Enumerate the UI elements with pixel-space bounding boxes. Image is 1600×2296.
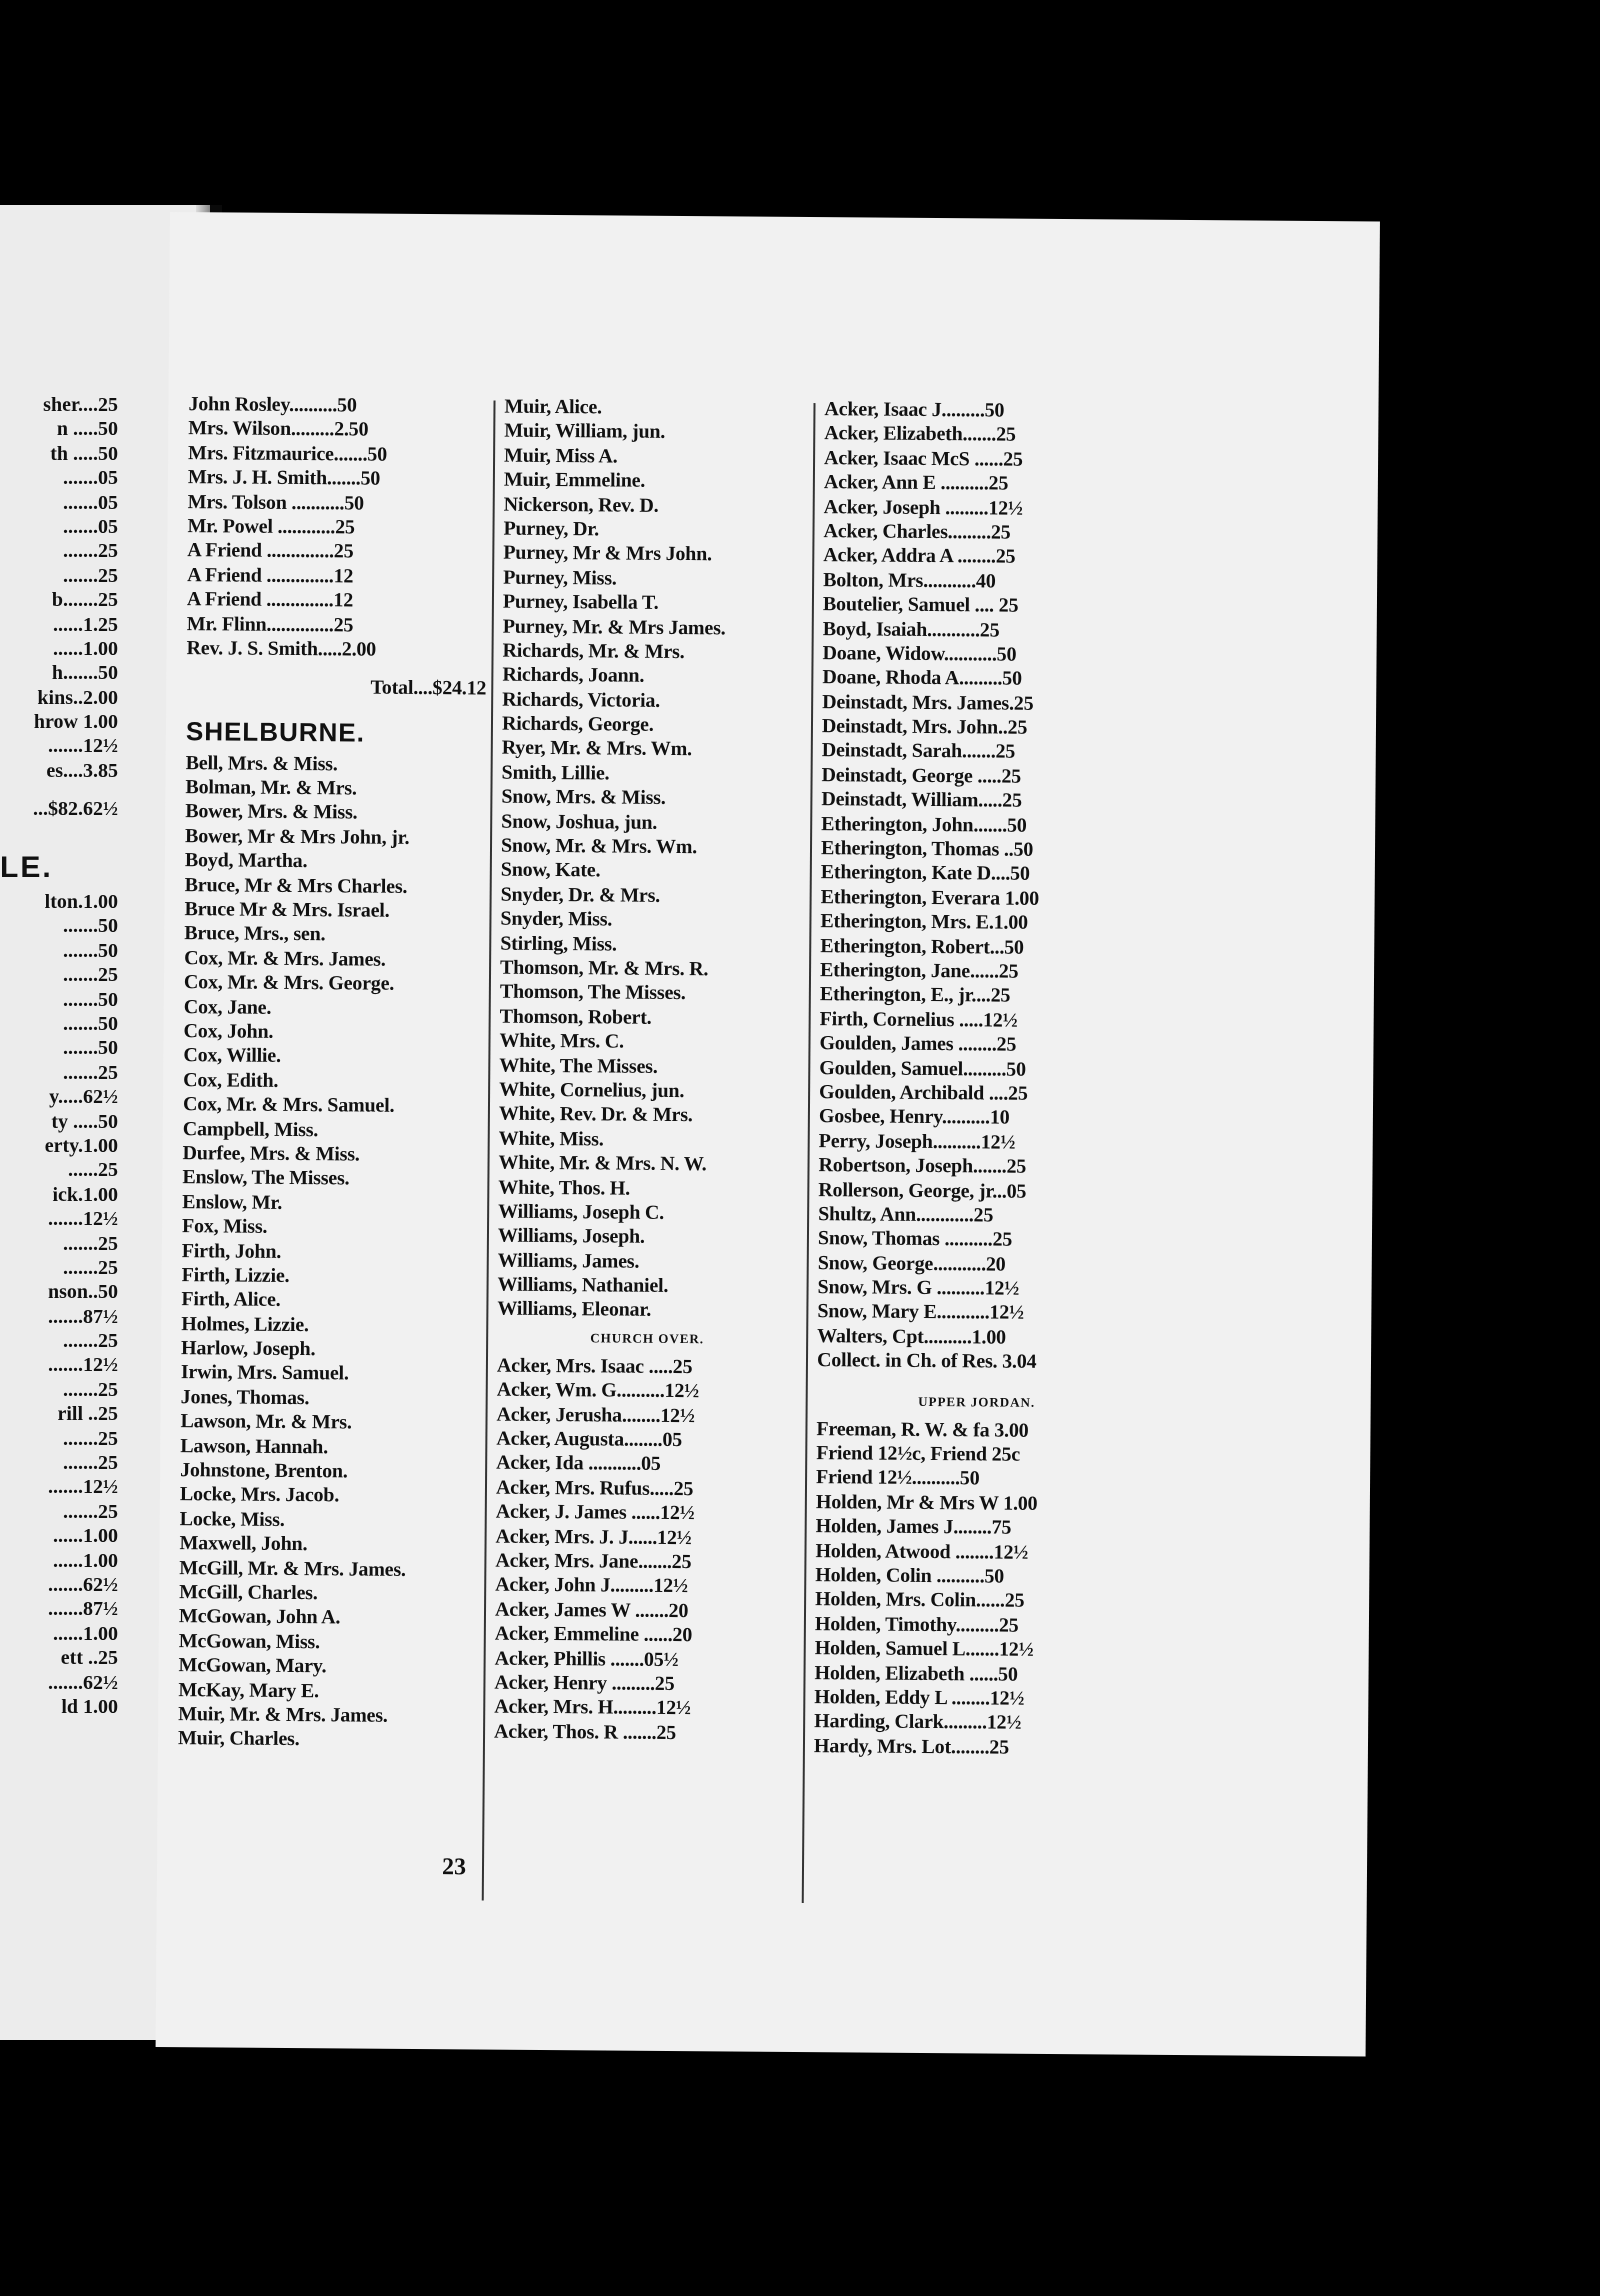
column-1-entry: Lawson, Hannah. — [180, 1434, 329, 1458]
left-page-entry: ......25 — [68, 1159, 118, 1182]
left-page-entry: ......1.25 — [53, 613, 118, 636]
column-1-entry: Locke, Miss. — [179, 1507, 285, 1531]
left-page-entry: nson..50 — [47, 1281, 118, 1304]
column-3-entry: Holden, Eddy L ........12½ — [814, 1686, 1025, 1710]
left-page-entry: ......1.00 — [53, 1622, 118, 1645]
left-page-entry: ick.1.00 — [52, 1183, 118, 1206]
column-1-entry: A Friend ..............12 — [187, 563, 354, 588]
column-2-entry: Purney, Mr & Mrs John. — [503, 541, 712, 566]
left-page-entry: .......62½ — [48, 1573, 118, 1596]
column-2-entry: Acker, John J.........12½ — [495, 1573, 688, 1598]
column-3-entry: Snow, Thomas ..........25 — [817, 1227, 1013, 1251]
column-3-entry: Bolton, Mrs...........40 — [823, 568, 996, 593]
column-2-entry: Acker, Mrs. J. J......12½ — [495, 1525, 692, 1549]
column-2-entry: Muir, Miss A. — [504, 444, 618, 468]
column-2-entry: Snow, Mr. & Mrs. Wm. — [500, 834, 698, 859]
column-1-rule — [186, 660, 486, 676]
column-1-entry: Mrs. Tolson ...........50 — [187, 490, 364, 515]
column-1-entry: Bower, Mr & Mrs John, jr. — [185, 824, 410, 849]
column-2-entry: Stirling, Miss. — [500, 932, 617, 956]
column-3-entry: Holden, Elizabeth ......50 — [814, 1661, 1018, 1686]
column-1-entry: Bower, Mrs. & Miss. — [185, 800, 358, 824]
column-1-entry: Johnstone, Brenton. — [180, 1459, 348, 1483]
left-page-entry: lton.1.00 — [44, 891, 118, 914]
left-page-entry: .......50 — [63, 988, 118, 1011]
column-3-entry: Boyd, Isaiah...........25 — [822, 617, 1000, 642]
column-1-entry: John Rosley..........50 — [188, 393, 357, 417]
left-page-entry: .......25 — [63, 1061, 118, 1084]
column-2-entry: Purney, Miss. — [503, 566, 617, 590]
column-2-subheading: CHURCH OVER. — [590, 1330, 705, 1347]
column-3-entry: Doane, Widow...........50 — [822, 642, 1017, 666]
left-page-entry: .......50 — [63, 1012, 118, 1035]
column-2-entry: White, Thos. H. — [498, 1176, 631, 1200]
column-2-entry: White, Miss. — [498, 1127, 604, 1151]
left-page-entry: hrow 1.00 — [33, 711, 118, 734]
column-1-entry: Irwin, Mrs. Samuel. — [180, 1361, 349, 1385]
column-3-entry: Harding, Clark.........12½ — [814, 1710, 1022, 1735]
left-page-entry: .......50 — [63, 1037, 118, 1060]
column-2-entry: Acker, Mrs. H.........12½ — [494, 1695, 691, 1720]
column-3-subheading: UPPER JORDAN. — [918, 1393, 1036, 1410]
column-2-entry: Richards, Mr. & Mrs. — [502, 639, 685, 663]
column-2-entry: Acker, Wm. G..........12½ — [496, 1378, 700, 1403]
column-1-entry: Bruce, Mr & Mrs Charles. — [184, 873, 408, 898]
column-2-entry: Acker, J. James ......12½ — [495, 1500, 695, 1525]
column-1-entry: Cox, Mr. & Mrs. George. — [183, 971, 395, 995]
column-3-entry: Etherington, E., jr....25 — [819, 983, 1011, 1007]
column-2-entry: White, The Misses. — [499, 1054, 658, 1078]
column-1-entry: Muir, Charles. — [177, 1727, 300, 1751]
column-1-entry: McGill, Charles. — [179, 1581, 318, 1605]
column-3-entry: Deinstadt, Mrs. James.25 — [822, 690, 1034, 715]
column-2-entry: Acker, Mrs. Jane.......25 — [495, 1549, 692, 1574]
column-2-entry: Thomson, Mr. & Mrs. R. — [499, 956, 709, 981]
left-page-heading: LE. — [0, 851, 53, 885]
column-2-entry: Richards, Joann. — [502, 663, 645, 688]
column-3-entry: Acker, Ann E ..........25 — [823, 471, 1009, 495]
column-1-entry: Mrs. J. H. Smith.......50 — [187, 466, 381, 490]
column-3-entry: Acker, Isaac McS ......25 — [824, 446, 1023, 471]
column-1-entry: Rev. J. S. Smith.....2.00 — [186, 637, 377, 661]
left-page-entry: .......25 — [63, 540, 118, 563]
column-rule-2 — [802, 403, 816, 1903]
column-3-entry: Firth, Cornelius .....12½ — [819, 1007, 1018, 1032]
column-1-entry: Durfee, Mrs. & Miss. — [182, 1142, 360, 1166]
column-3 — [814, 397, 1145, 1761]
column-3-entry: Acker, Isaac J.........50 — [824, 398, 1005, 422]
column-3-entry: Acker, Addra A ........25 — [823, 544, 1016, 568]
column-1-entry: McKay, Mary E. — [178, 1678, 319, 1702]
column-2-entry: Snyder, Dr. & Mrs. — [500, 883, 661, 907]
column-3-entry: Etherington, Kate D....50 — [820, 861, 1030, 886]
column-1-entry: Bell, Mrs. & Miss. — [185, 751, 338, 776]
column-1-entry: Fox, Miss. — [181, 1215, 268, 1238]
column-3-entry: Boutelier, Samuel .... 25 — [822, 593, 1019, 617]
left-page-entry: .......05 — [63, 515, 118, 538]
column-3-entry: Holden, Colin ..........50 — [815, 1564, 1005, 1588]
column-3-entry: Etherington, Mrs. E.1.00 — [820, 910, 1028, 934]
left-page-entry: h.......50 — [51, 662, 118, 685]
column-1-entry: Cox, John. — [183, 1020, 274, 1043]
column-1-entry: Enslow, The Misses. — [182, 1166, 350, 1190]
left-page-entry: ld 1.00 — [61, 1695, 118, 1718]
column-3-entry: Walters, Cpt..........1.00 — [817, 1324, 1006, 1349]
column-2-entry: Purney, Dr. — [503, 517, 600, 541]
column-1-entry: Cox, Jane. — [183, 995, 272, 1019]
column-3-entry: Snow, Mary E...........12½ — [817, 1300, 1024, 1325]
left-page-entry: .......12½ — [48, 735, 118, 758]
column-2-entry: Acker, Mrs. Rufus.....25 — [495, 1476, 694, 1500]
right-page — [156, 212, 1380, 2056]
column-1-entry: Mrs. Fitzmaurice.......50 — [188, 441, 388, 466]
column-1-entry: Firth, Lizzie. — [181, 1264, 290, 1287]
column-1-entry: McGill, Mr. & Mrs. James. — [179, 1556, 406, 1581]
column-1-entry: Enslow, Mr. — [182, 1190, 283, 1214]
column-2-entry: Acker, Augusta........05 — [496, 1427, 683, 1452]
column-3-entry: Snow, George...........20 — [817, 1251, 1006, 1276]
left-page-entry: .......25 — [63, 1256, 118, 1279]
column-2-entry: Ryer, Mr. & Mrs. Wm. — [501, 737, 692, 761]
column-1-entry: Locke, Mrs. Jacob. — [179, 1483, 340, 1507]
column-3-entry: Collect. in Ch. of Res. 3.04 — [816, 1349, 1037, 1374]
left-page-entry: .......25 — [63, 1378, 118, 1401]
page-number: 23 — [441, 1854, 467, 1881]
column-1-entry: Lawson, Mr. & Mrs. — [180, 1410, 352, 1434]
column-1-entry: Firth, John. — [181, 1239, 282, 1263]
column-2-entry: Muir, William, jun. — [504, 420, 666, 444]
column-1-entry: Cox, Willie. — [183, 1044, 281, 1068]
column-1-entry: Bruce Mr & Mrs. Israel. — [184, 898, 390, 922]
column-3-entry: Perry, Joseph..........12½ — [818, 1129, 1016, 1154]
left-page-entry: .......05 — [63, 491, 118, 514]
column-2-entry: Acker, Phillis .......05½ — [494, 1647, 679, 1671]
left-page-entry: ...$82.62½ — [33, 798, 118, 821]
left-page-entry: es....3.85 — [46, 759, 118, 782]
left-page-entry: erty.1.00 — [44, 1134, 118, 1157]
column-3-entry: Deinstadt, Sarah.......25 — [821, 739, 1016, 764]
left-page-entry: .......12½ — [48, 1476, 118, 1499]
column-1-entry: Jones, Thomas. — [180, 1385, 310, 1409]
column-3-entry: Friend 12½..........50 — [815, 1466, 980, 1490]
left-page-entry: .......25 — [63, 964, 118, 987]
column-3-entry: Gosbee, Henry..........10 — [818, 1105, 1010, 1129]
left-page-entry: .......87½ — [48, 1598, 118, 1621]
left-page-entry: rill ..25 — [57, 1403, 118, 1426]
left-page-entry: n .....50 — [56, 418, 118, 441]
column-1-entry: Bolman, Mr. & Mrs. — [185, 776, 357, 800]
column-3-entry: Holden, Mrs. Colin......25 — [815, 1588, 1025, 1613]
column-3-entry: Holden, Samuel L.......12½ — [814, 1637, 1034, 1661]
left-page-entry: sher....25 — [43, 394, 118, 416]
column-2-entry: Snyder, Miss. — [500, 907, 613, 931]
column-2-entry: Smith, Lillie. — [501, 761, 610, 785]
column-2-entry: Richards, Victoria. — [502, 688, 661, 712]
column-3-entry: Shultz, Ann............25 — [818, 1203, 994, 1227]
column-2-entry: Purney, Mr. & Mrs James. — [502, 615, 726, 639]
left-page-entry: .......25 — [63, 564, 118, 587]
column-3-entry: Snow, Mrs. G ..........12½ — [817, 1276, 1020, 1300]
column-3-entry: Etherington, Jane......25 — [819, 959, 1019, 983]
left-page-entry: kins..2.00 — [37, 686, 118, 709]
column-2-entry: Purney, Isabella T. — [502, 590, 659, 614]
left-page-entry: th .....50 — [50, 442, 118, 465]
column-1-entry: Muir, Mr. & Mrs. James. — [178, 1703, 388, 1727]
column-1-entry: Mr. Flinn..............25 — [186, 612, 354, 636]
left-page-entry: .......25 — [63, 1427, 118, 1450]
left-page-entry: .......12½ — [48, 1354, 118, 1377]
column-1-entry: Cox, Mr. & Mrs. Samuel. — [182, 1093, 395, 1117]
left-page-entry: ett ..25 — [60, 1647, 118, 1670]
column-2-entry: Thomson, The Misses. — [499, 980, 686, 1005]
column-2-entry: White, Mrs. C. — [499, 1029, 624, 1053]
left-page-entry: y.....62½ — [49, 1086, 118, 1109]
column-3-entry: Goulden, Archibald ....25 — [819, 1081, 1028, 1105]
column-2-entry: Williams, James. — [497, 1249, 640, 1273]
column-1-entry: McGowan, Mary. — [178, 1654, 327, 1678]
column-3-entry: Deinstadt, William.....25 — [821, 788, 1022, 812]
column-3-entry: Rollerson, George, jr...05 — [818, 1178, 1027, 1203]
column-1-heading: SHELBURNE. — [185, 715, 366, 748]
left-page-entry: ty .....50 — [51, 1110, 118, 1133]
left-page-entry: .......25 — [63, 1232, 118, 1255]
column-3-entry: Hardy, Mrs. Lot........25 — [813, 1734, 1010, 1759]
column-2-entry: Williams, Joseph. — [497, 1224, 645, 1249]
column-1-entry: Campbell, Miss. — [182, 1117, 319, 1141]
column-1-entry: A Friend ..............12 — [186, 588, 354, 612]
column-3-entry: Deinstadt, Mrs. John..25 — [821, 715, 1028, 739]
column-2-entry: Acker, Henry .........25 — [494, 1671, 675, 1695]
column-2-entry: Williams, Nathaniel. — [497, 1273, 669, 1298]
column-1-entry: Boyd, Martha. — [184, 849, 308, 873]
column-1-entry: Harlow, Joseph. — [180, 1337, 316, 1361]
column-2-entry: Richards, George. — [501, 712, 654, 736]
column-3-entry: Acker, Charles.........25 — [823, 520, 1011, 544]
column-2-entry: Acker, Thos. R .......25 — [493, 1720, 677, 1744]
left-page-entry: ......1.00 — [53, 1525, 118, 1548]
left-page-entry: .......25 — [63, 1330, 118, 1353]
column-2-entry: Williams, Joseph C. — [498, 1200, 665, 1224]
column-3-entry: Etherington, John.......50 — [821, 812, 1027, 837]
column-2-entry: Muir, Alice. — [504, 395, 602, 419]
column-3-entry: Holden, Timothy.........25 — [814, 1612, 1019, 1637]
left-page-entry: .......62½ — [48, 1671, 118, 1694]
column-3-entry: Holden, Atwood ........12½ — [815, 1539, 1029, 1564]
left-page-entry: .......50 — [63, 939, 118, 962]
column-3-entry: Freeman, R. W. & fa 3.00 — [816, 1417, 1029, 1442]
column-1-total: Total....$24.12 — [370, 676, 487, 700]
column-1-entry: Cox, Edith. — [183, 1068, 279, 1092]
column-2-entry: White, Rev. Dr. & Mrs. — [498, 1102, 693, 1127]
left-page-entry: b.......25 — [51, 589, 118, 612]
column-2-entry: White, Mr. & Mrs. N. W. — [498, 1151, 707, 1176]
column-3-entry: Acker, Joseph .........12½ — [823, 495, 1023, 520]
left-page-entry: .......25 — [63, 1500, 118, 1523]
column-3-entry: Etherington, Thomas ..50 — [820, 837, 1034, 861]
column-1-entry: Bruce, Mrs., sen. — [184, 922, 326, 946]
column-3-entry: Etherington, Everara 1.00 — [820, 885, 1040, 910]
column-3-entry: Friend 12½c, Friend 25c — [816, 1442, 1021, 1466]
column-2-entry: Muir, Emmeline. — [503, 468, 646, 492]
column-2-entry: Acker, Emmeline ......20 — [494, 1622, 693, 1647]
column-1-entry: Mr. Powel ............25 — [187, 515, 355, 539]
column-2-entry: Acker, Ida ...........05 — [496, 1452, 661, 1476]
column-2-entry: Thomson, Robert. — [499, 1005, 652, 1029]
column-1-entry: A Friend ..............25 — [187, 539, 354, 563]
column-2 — [494, 395, 805, 1746]
column-1-entry: Holmes, Lizzie. — [181, 1312, 309, 1336]
left-page-entry: .......25 — [63, 1452, 118, 1475]
column-2-entry: Acker, James W .......20 — [494, 1598, 689, 1622]
column-3-entry: Holden, Mr & Mrs W 1.00 — [815, 1490, 1038, 1515]
column-3-entry: Doane, Rhoda A.........50 — [822, 666, 1022, 691]
column-2-entry: Snow, Joshua, jun. — [501, 810, 658, 834]
column-2-entry: Snow, Kate. — [500, 859, 601, 882]
column-3-entry: Acker, Elizabeth.......25 — [824, 422, 1016, 447]
column-2-entry: Williams, Eleonar. — [497, 1298, 652, 1322]
column-2-entry: Nickerson, Rev. D. — [503, 493, 659, 517]
column-1-entry: McGowan, John A. — [178, 1605, 341, 1629]
left-page-entry: .......12½ — [48, 1208, 118, 1231]
column-3-entry: Holden, James J........75 — [815, 1515, 1012, 1539]
column-1-entry: Cox, Mr. & Mrs. James. — [184, 946, 386, 971]
column-3-entry: Goulden, Samuel.........50 — [819, 1056, 1026, 1081]
column-3-entry: Goulden, James ........25 — [819, 1032, 1017, 1056]
column-2-entry: Snow, Mrs. & Miss. — [501, 785, 666, 810]
column-1-entry: Firth, Alice. — [181, 1288, 281, 1312]
column-1-entry: McGowan, Miss. — [178, 1629, 320, 1653]
left-page-entry: .......05 — [63, 467, 118, 490]
left-page-entry: ......1.00 — [53, 637, 118, 660]
left-page-entry: .......87½ — [48, 1305, 118, 1328]
column-2-entry: White, Cornelius, jun. — [499, 1078, 685, 1103]
column-1-entry: Maxwell, John. — [179, 1532, 308, 1556]
column-1-entry: Mrs. Wilson.........2.50 — [188, 417, 369, 441]
column-3-entry: Etherington, Robert...50 — [820, 934, 1024, 959]
left-page-entry: ......1.00 — [53, 1549, 118, 1572]
column-3-entry: Robertson, Joseph.......25 — [818, 1154, 1027, 1178]
column-2-entry: Acker, Jerusha........12½ — [496, 1403, 695, 1427]
column-3-entry: Deinstadt, George .....25 — [821, 763, 1022, 788]
left-page-entry: .......50 — [63, 915, 118, 938]
column-1 — [178, 392, 489, 1753]
column-2-entry: Acker, Mrs. Isaac .....25 — [496, 1354, 693, 1378]
